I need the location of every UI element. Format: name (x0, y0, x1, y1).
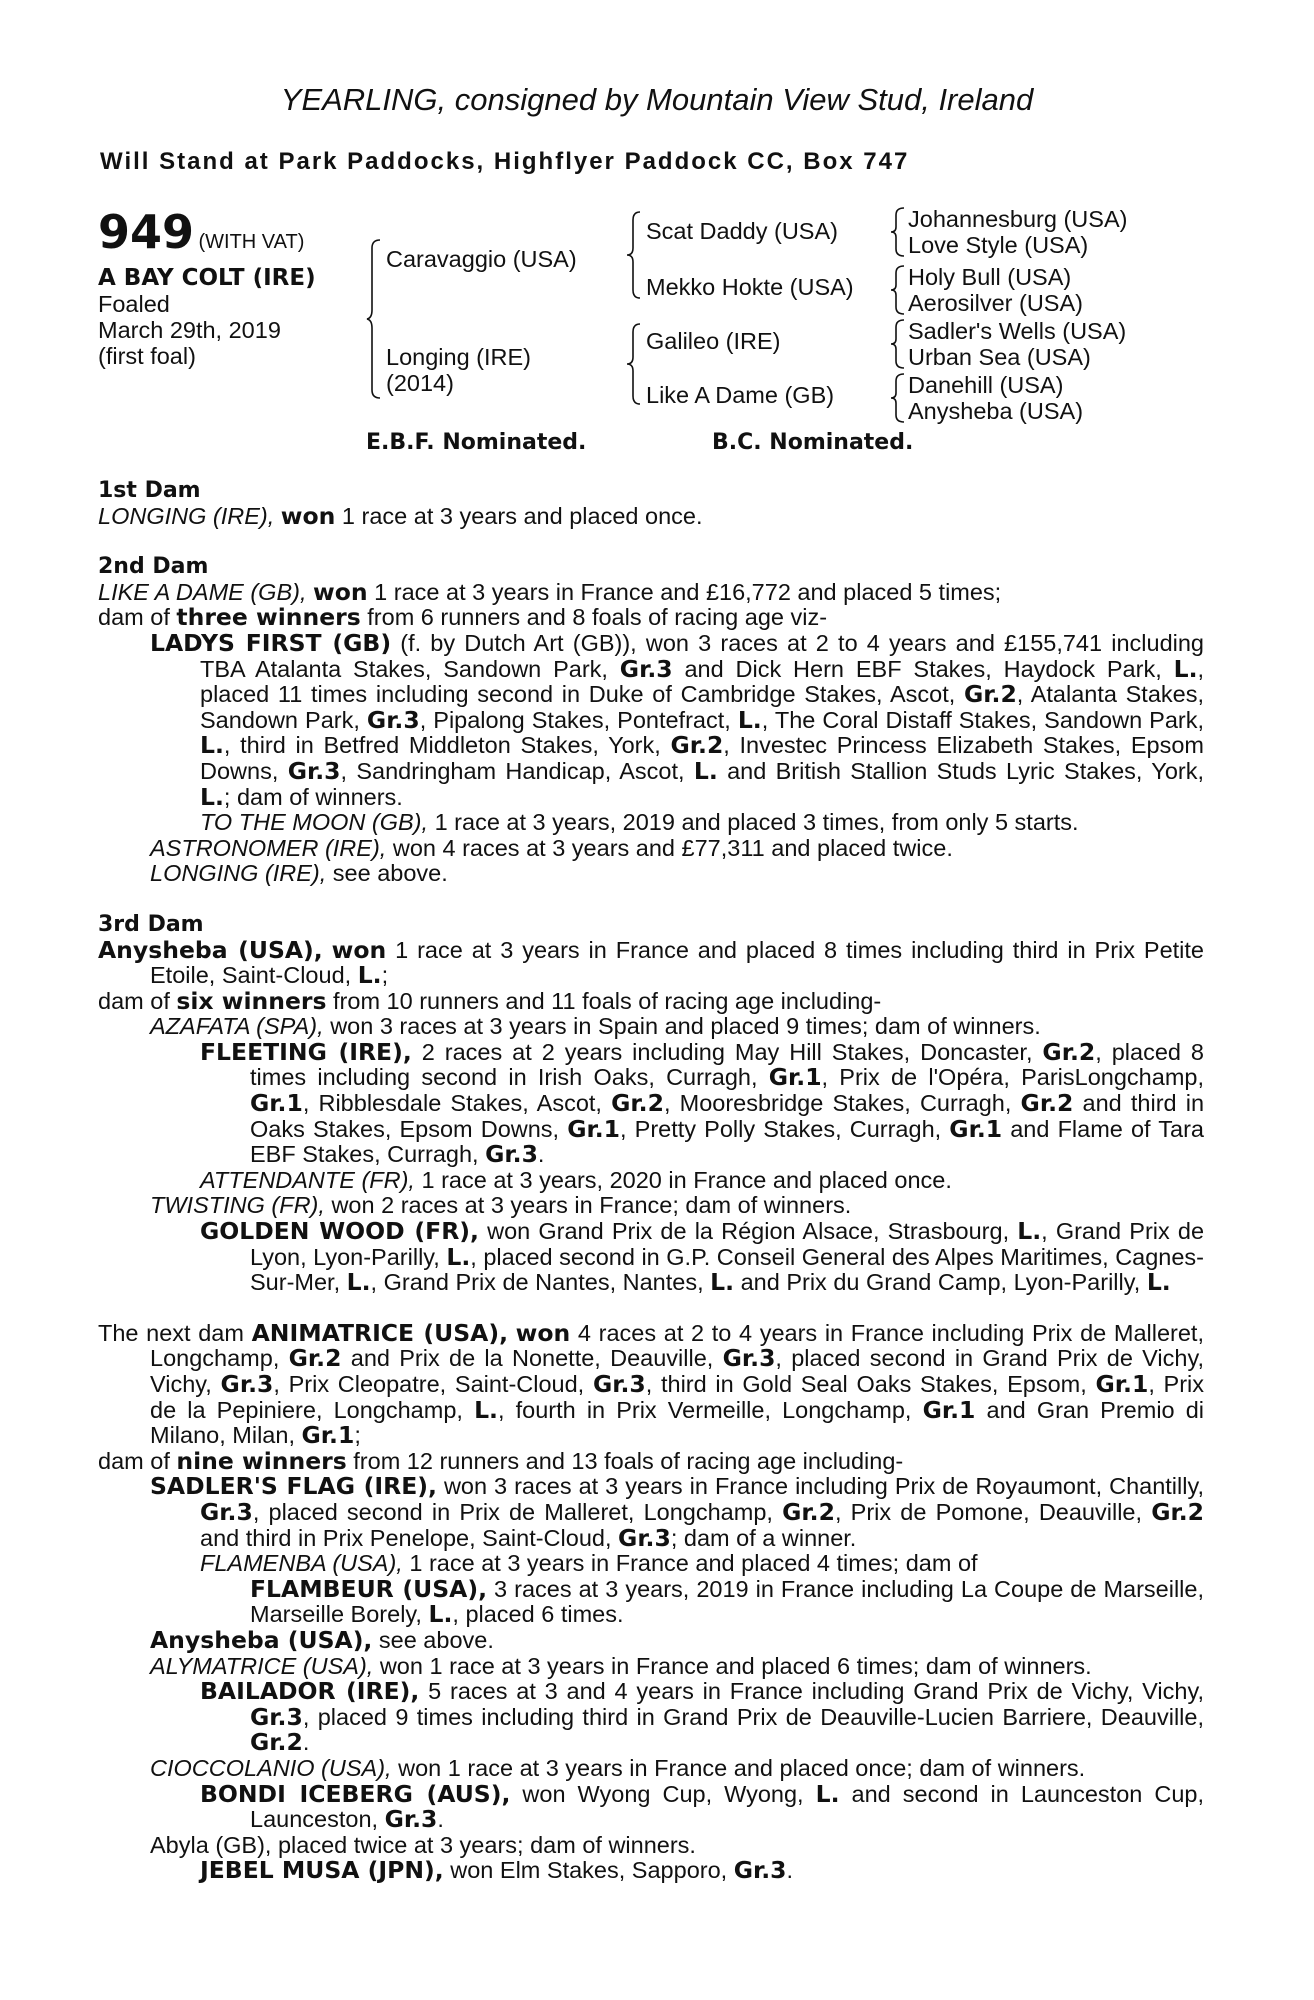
twisting-entry: TWISTING (FR), won 2 races at 3 years in France; dam of winners. (150, 1192, 852, 1219)
gen3-sadlers-wells: Sadler's Wells (USA) (908, 318, 1127, 344)
third-dam-produce: dam of six winners from 10 runners and 11 foals of racing age including- (98, 986, 882, 1015)
flambeur-entry: FLAMBEUR (USA), 3 races at 3 years, 2019 in France including La Coupe de Marseille, Marseille Borely, L., placed 6 times. (250, 1574, 1205, 1629)
bondi-iceberg-entry: BONDI ICEBERG (AUS), won Wyong Cup, Wyong, L. and second in Launceston Cup, Launceston, Gr.3. (200, 1779, 1204, 1834)
lot-number: 949 (98, 205, 195, 259)
next-dam-produce: dam of nine winners from 12 runners and 13 foals of racing age including- (98, 1446, 904, 1475)
astronomer-entry: ASTRONOMER (IRE), won 4 races at 3 years and £77,311 and placed twice. (150, 834, 953, 861)
foaled-label: Foaled (98, 291, 170, 317)
third-dam-heading: 3rd Dam (98, 911, 204, 937)
foaled-date: March 29th, 2019 (98, 317, 281, 343)
sire: Caravaggio (USA) (386, 246, 577, 272)
lot-name: A BAY COLT (IRE) (98, 265, 316, 291)
lot-details (98, 265, 316, 369)
vat-note: (WITH VAT) (198, 231, 305, 253)
bracket-gen3-3 (890, 318, 906, 370)
catalogue-body (98, 478, 1204, 1884)
stand-location: Will Stand at Park Paddocks, Highflyer Paddock CC, Box 747 (100, 148, 910, 175)
golden-wood-entry: GOLDEN WOOD (FR), won Grand Prix de la Région Alsace, Strasbourg, L., Grand Prix de Lyon, Lyon-Parilly, L., placed second in G.P. Conseil General des Alpes Maritimes, Cagnes-Sur-Mer, L., Grand Prix de Nantes, Nantes, L. and Prix du Grand Camp, Lyon-Parilly, L. (200, 1217, 1205, 1297)
gen3-holy-bull: Holy Bull (USA) (908, 264, 1072, 290)
ebf-nominated: E.B.F. Nominated. (366, 430, 587, 455)
gen3-johannesburg: Johannesburg (USA) (908, 206, 1128, 232)
gen3-anysheba: Anysheba (USA) (908, 398, 1084, 424)
anysheba-ref-entry: Anysheba (USA), see above. (150, 1625, 494, 1654)
bracket-gen3-4 (890, 372, 906, 424)
ladys-first-entry: LADYS FIRST (GB) (f. by Dutch Art (GB)), won 3 races at 2 to 4 years and £155,741 including TBA Atalanta Stakes, Sandown Park, Gr.3 and Dick Hern EBF Stakes, Haydock Park, L., placed 11 times including second in Duke of Cambridge Stakes, Ascot, Gr.2, Atalanta Stakes, Sandown Park, Gr.3, Pipalong Stakes, Pontefract, L., The Coral Distaff Stakes, Sandown Park, L., third in Betfred Middleton Stakes, York, Gr.2, Investec Princess Elizabeth Stakes, Epsom Downs, Gr.3, Sandringham Handicap, Ascot, L. and British Stallion Studs Lyric Stakes, York, L.; dam of winners. (150, 628, 1205, 811)
second-dam-produce: dam of three winners from 6 runners and 8 foals of racing age viz- (98, 603, 828, 632)
to-the-moon-entry: TO THE MOON (GB), 1 race at 3 years, 2019 and placed 3 times, from only 5 starts. (200, 809, 1079, 836)
alymatrice-entry: ALYMATRICE (USA), won 1 race at 3 years in France and placed 6 times; dam of winners. (150, 1652, 1092, 1679)
bc-nominated: B.C. Nominated. (712, 430, 914, 455)
cioccolanio-entry: CIOCCOLANIO (USA), won 1 race at 3 years in France and placed once; dam of winners. (150, 1754, 1086, 1781)
azafata-entry: AZAFATA (SPA), won 3 races at 3 years in Spain and placed 9 times; dam of winners. (150, 1013, 1041, 1040)
dam: Longing (IRE) (386, 344, 531, 370)
gen3-danehill: Danehill (USA) (908, 372, 1064, 398)
dam-dam: Like A Dame (GB) (646, 382, 835, 408)
longing-entry: LONGING (IRE), see above. (150, 860, 448, 887)
gen3-aerosilver: Aerosilver (USA) (908, 290, 1083, 316)
lot-note: (first foal) (98, 343, 196, 369)
dam-year: (2014) (386, 370, 454, 396)
next-dam-entry: The next dam ANIMATRICE (USA), won 4 races at 2 to 4 years in France including Prix de Malleret, Longchamp, Gr.2 and Prix de la Nonette, Deauville, Gr.3, placed second in Grand Prix de Vichy, Vichy, Gr.3, Prix Cleopatre, Saint-Cloud, Gr.3, third in Gold Seal Oaks Stakes, Epsom, Gr.1, Prix de la Pepiniere, Longchamp, L., fourth in Prix Vermeille, Longchamp, Gr.1 and Gran Premio di Milano, Milan, Gr.1; (98, 1318, 1205, 1450)
bracket-gen3-1 (890, 206, 906, 258)
pedigree-bracket-dam (626, 322, 642, 406)
flamenba-entry: FLAMENBA (USA), 1 race at 3 years in France and placed 4 times; dam of (200, 1550, 978, 1577)
attendante-entry: ATTENDANTE (FR), 1 race at 3 years, 2020 in France and placed once. (200, 1166, 952, 1193)
sire-sire: Scat Daddy (USA) (646, 218, 838, 244)
lot-number-block (98, 205, 304, 259)
gen3-love-style: Love Style (USA) (908, 232, 1089, 258)
second-dam-heading: 2nd Dam (98, 554, 209, 580)
sadlers-flag-entry: SADLER'S FLAG (IRE), won 3 races at 3 years in France including Prix de Royaumont, Chantilly, Gr.3, placed second in Prix de Malleret, Longchamp, Gr.2, Prix de Pomone, Deauville, Gr.2 and third in Prix Penelope, Saint-Cloud, Gr.3; dam of a winner. (150, 1472, 1205, 1552)
sale-header: YEARLING, consigned by Mountain View Stud, Ireland (280, 82, 1034, 117)
bailador-entry: BAILADOR (IRE), 5 races at 3 and 4 years in France including Grand Prix de Vichy, Vichy, Gr.3, placed 9 times including third in Grand Prix de Deauville-Lucien Barriere, Deauville, Gr.2. (200, 1677, 1204, 1757)
first-dam-entry: LONGING (IRE), won 1 race at 3 years and placed once. (98, 501, 703, 530)
sire-dam: Mekko Hokte (USA) (646, 274, 854, 300)
jebel-musa-entry: JEBEL MUSA (JPN), won Elm Stakes, Sapporo, Gr.3. (200, 1856, 794, 1885)
second-dam-entry: LIKE A DAME (GB), won 1 race at 3 years in France and £16,772 and placed 5 times; (98, 577, 1002, 606)
bracket-gen3-2 (890, 264, 906, 316)
first-dam-heading: 1st Dam (98, 478, 201, 503)
dam-sire: Galileo (IRE) (646, 328, 781, 354)
fleeting-entry: FLEETING (IRE), 2 races at 2 years including May Hill Stakes, Doncaster, Gr.2, placed 8 times including second in Irish Oaks, Curragh, Gr.1, Prix de l'Opéra, ParisLongchamp, Gr.1, Ribblesdale Stakes, Ascot, Gr.2, Mooresbridge Stakes, Curragh, Gr.2 and third in Oaks Stakes, Epsom Downs, Gr.1, Pretty Polly Stakes, Curragh, Gr.1 and Flame of Tara EBF Stakes, Curragh, Gr.3. (200, 1037, 1205, 1169)
abyla-entry: Abyla (GB), placed twice at 3 years; dam of winners. (150, 1831, 696, 1858)
pedigree-bracket-main (366, 238, 382, 400)
third-dam-entry: Anysheba (USA), won 1 race at 3 years in France and placed 8 times including third in Prix Petite Etoile, Saint-Cloud, L.; (98, 935, 1204, 990)
pedigree-bracket-sire (626, 210, 642, 300)
gen3-urban-sea: Urban Sea (USA) (908, 344, 1091, 370)
